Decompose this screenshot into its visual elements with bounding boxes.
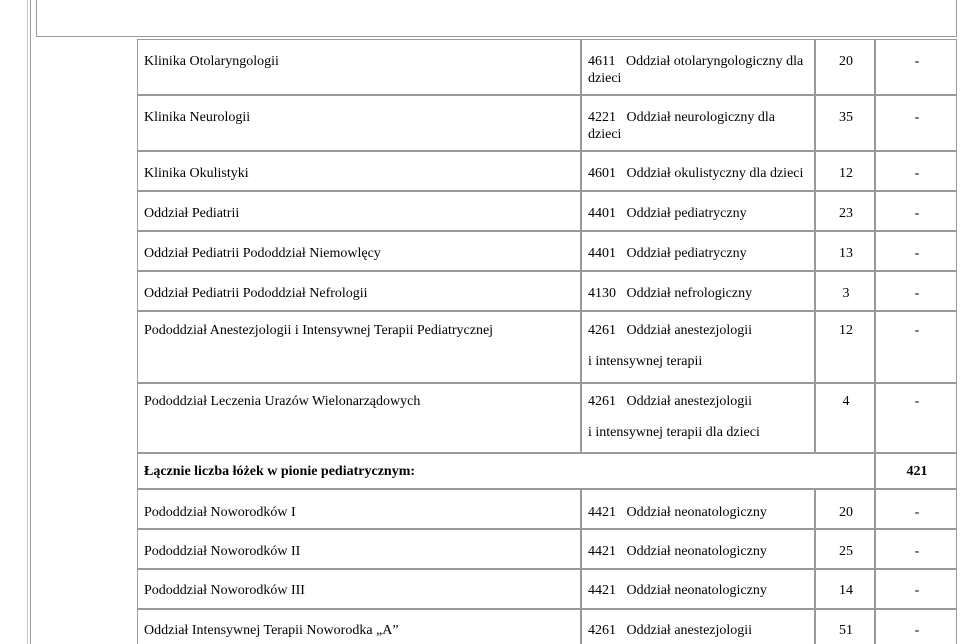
unit-text <box>588 165 810 182</box>
unit-code: 4401 <box>588 246 616 261</box>
unit-line: Oddział otolaryngologiczny dla <box>625 54 804 69</box>
total-value: 421 <box>906 464 928 479</box>
extra-cell <box>875 191 957 231</box>
extra-cell <box>875 271 957 311</box>
unit-cell <box>581 151 815 191</box>
unit-code: 4421 <box>588 583 616 598</box>
unit-code: 4421 <box>588 544 616 559</box>
unit-line: i intensywnej terapii <box>588 354 703 369</box>
extra-value: - <box>914 166 920 181</box>
clinic-name-cell <box>137 191 581 231</box>
unit-code: 4601 <box>588 166 616 181</box>
table-row <box>36 311 957 383</box>
unit-line: Oddział anestezjologii <box>626 323 753 338</box>
beds-cell <box>815 569 875 609</box>
table-row <box>36 609 957 644</box>
bed-count: 12 <box>839 323 853 338</box>
bed-count: 25 <box>839 544 853 559</box>
unit-text <box>588 245 810 262</box>
beds-cell <box>815 151 875 191</box>
unit-text <box>588 322 810 370</box>
clinic-name: Klinika Neurologii <box>144 110 251 125</box>
unit-cell <box>581 231 815 271</box>
bed-count: 13 <box>839 246 853 261</box>
table-row <box>36 489 957 529</box>
table-row <box>36 383 957 453</box>
clinic-name: Klinika Okulistyki <box>144 166 249 181</box>
unit-text <box>588 53 810 87</box>
table-top-cell <box>36 0 957 37</box>
unit-cell <box>581 95 815 151</box>
extra-value: - <box>914 246 920 261</box>
table-row <box>36 529 957 569</box>
beds-cell <box>815 609 875 644</box>
unit-text <box>588 543 810 560</box>
extra-value: - <box>914 394 920 409</box>
clinic-name: Oddział Pediatrii Pododdział Nefrologii <box>144 286 368 301</box>
left-margin-inner <box>0 0 28 644</box>
beds-cell <box>815 383 875 453</box>
clinic-name-cell <box>137 529 581 569</box>
unit-line: Oddział anestezjologii <box>626 394 753 409</box>
unit-text <box>588 622 810 639</box>
clinic-name: Oddział Pediatrii <box>144 206 240 221</box>
unit-text <box>588 109 810 143</box>
beds-cell <box>815 489 875 529</box>
table-row <box>36 569 957 609</box>
bed-count: 23 <box>839 206 853 221</box>
bed-count: 3 <box>842 286 850 301</box>
beds-cell <box>815 271 875 311</box>
beds-cell <box>815 311 875 383</box>
clinic-name: Pododdział Noworodków III <box>144 583 305 598</box>
extra-cell <box>875 489 957 529</box>
extra-cell <box>875 311 957 383</box>
bed-count: 12 <box>839 166 853 181</box>
clinic-name: Oddział Intensywnej Terapii Noworodka „A” <box>144 623 399 638</box>
extra-value: - <box>914 54 920 69</box>
unit-code: 4221 <box>588 110 616 125</box>
table-row <box>36 231 957 271</box>
clinic-name: Oddział Pediatrii Pododdział Niemowlęcy <box>144 246 381 261</box>
unit-cell <box>581 569 815 609</box>
left-margin-border <box>0 0 31 644</box>
clinic-name: Pododdział Noworodków II <box>144 544 301 559</box>
unit-code: 4130 <box>588 286 616 301</box>
beds-cell <box>815 39 875 95</box>
unit-line: dzieci <box>588 127 622 142</box>
total-value-cell <box>875 453 957 489</box>
beds-cell <box>815 231 875 271</box>
unit-line: Oddział neonatologiczny <box>626 583 767 598</box>
unit-line: Oddział pediatryczny <box>626 206 747 221</box>
extra-value: - <box>914 623 920 638</box>
unit-cell <box>581 609 815 644</box>
table-row <box>36 95 957 151</box>
unit-line: Oddział pediatryczny <box>626 246 747 261</box>
unit-cell <box>581 191 815 231</box>
extra-value: - <box>914 286 920 301</box>
beds-cell <box>815 529 875 569</box>
clinic-name: Pododdział Leczenia Urazów Wielonarządowych <box>144 394 421 409</box>
clinic-name-cell <box>137 271 581 311</box>
extra-cell <box>875 529 957 569</box>
extra-value: - <box>914 110 920 125</box>
extra-cell <box>875 609 957 644</box>
extra-value: - <box>914 206 920 221</box>
total-label-cell <box>137 453 875 489</box>
clinic-name-cell <box>137 231 581 271</box>
total-row <box>36 453 957 489</box>
bed-count: 35 <box>839 110 853 125</box>
beds-cell <box>815 191 875 231</box>
extra-value: - <box>914 323 920 338</box>
unit-line: Oddział okulistyczny dla dzieci <box>626 166 804 181</box>
unit-line: Oddział nefrologiczny <box>626 286 753 301</box>
unit-line: Oddział neonatologiczny <box>626 505 767 520</box>
clinic-name-cell <box>137 95 581 151</box>
clinic-name-cell <box>137 151 581 191</box>
unit-cell <box>581 39 815 95</box>
unit-cell <box>581 383 815 453</box>
extra-value: - <box>914 544 920 559</box>
extra-cell <box>875 151 957 191</box>
clinic-name-cell <box>137 311 581 383</box>
unit-code: 4261 <box>588 394 616 409</box>
bed-count: 20 <box>839 54 853 69</box>
unit-code: 4421 <box>588 505 616 520</box>
extra-value: - <box>914 505 920 520</box>
clinic-name-cell <box>137 609 581 644</box>
unit-line: i intensywnej terapii dla dzieci <box>588 425 760 440</box>
unit-text <box>588 504 810 521</box>
table-row <box>36 191 957 231</box>
extra-cell <box>875 39 957 95</box>
table-row <box>36 271 957 311</box>
clinic-name: Pododdział Anestezjologii i Intensywnej Terapii Pediatrycznej <box>144 323 494 338</box>
extra-cell <box>875 95 957 151</box>
clinic-name-cell <box>137 383 581 453</box>
clinic-name: Pododdział Noworodków I <box>144 505 296 520</box>
unit-line: Oddział anestezjologii <box>626 623 753 638</box>
clinic-name: Klinika Otolaryngologii <box>144 54 279 69</box>
unit-line: dzieci <box>588 71 622 86</box>
extra-cell <box>875 569 957 609</box>
extra-value: - <box>914 583 920 598</box>
total-label: Łącznie liczba łóżek w pionie pediatrycznym: <box>144 464 416 479</box>
bed-count: 4 <box>842 394 850 409</box>
unit-code: 4401 <box>588 206 616 221</box>
unit-text <box>588 582 810 599</box>
unit-code: 4611 <box>588 54 616 69</box>
unit-cell <box>581 489 815 529</box>
table-row <box>36 39 957 95</box>
unit-code: 4261 <box>588 623 616 638</box>
clinic-name-cell <box>137 489 581 529</box>
bed-count: 20 <box>839 505 853 520</box>
unit-code: 4261 <box>588 323 616 338</box>
clinic-name-cell <box>137 569 581 609</box>
unit-text <box>588 393 810 441</box>
bed-count: 51 <box>839 623 853 638</box>
unit-text <box>588 285 810 302</box>
unit-cell <box>581 529 815 569</box>
unit-cell <box>581 311 815 383</box>
extra-cell <box>875 231 957 271</box>
unit-line: Oddział neurologiczny dla <box>626 110 776 125</box>
unit-line: Oddział neonatologiczny <box>626 544 767 559</box>
bed-count: 14 <box>839 583 853 598</box>
extra-cell <box>875 383 957 453</box>
clinic-name-cell <box>137 39 581 95</box>
table-row <box>36 151 957 191</box>
beds-cell <box>815 95 875 151</box>
unit-cell <box>581 271 815 311</box>
unit-text <box>588 205 810 222</box>
